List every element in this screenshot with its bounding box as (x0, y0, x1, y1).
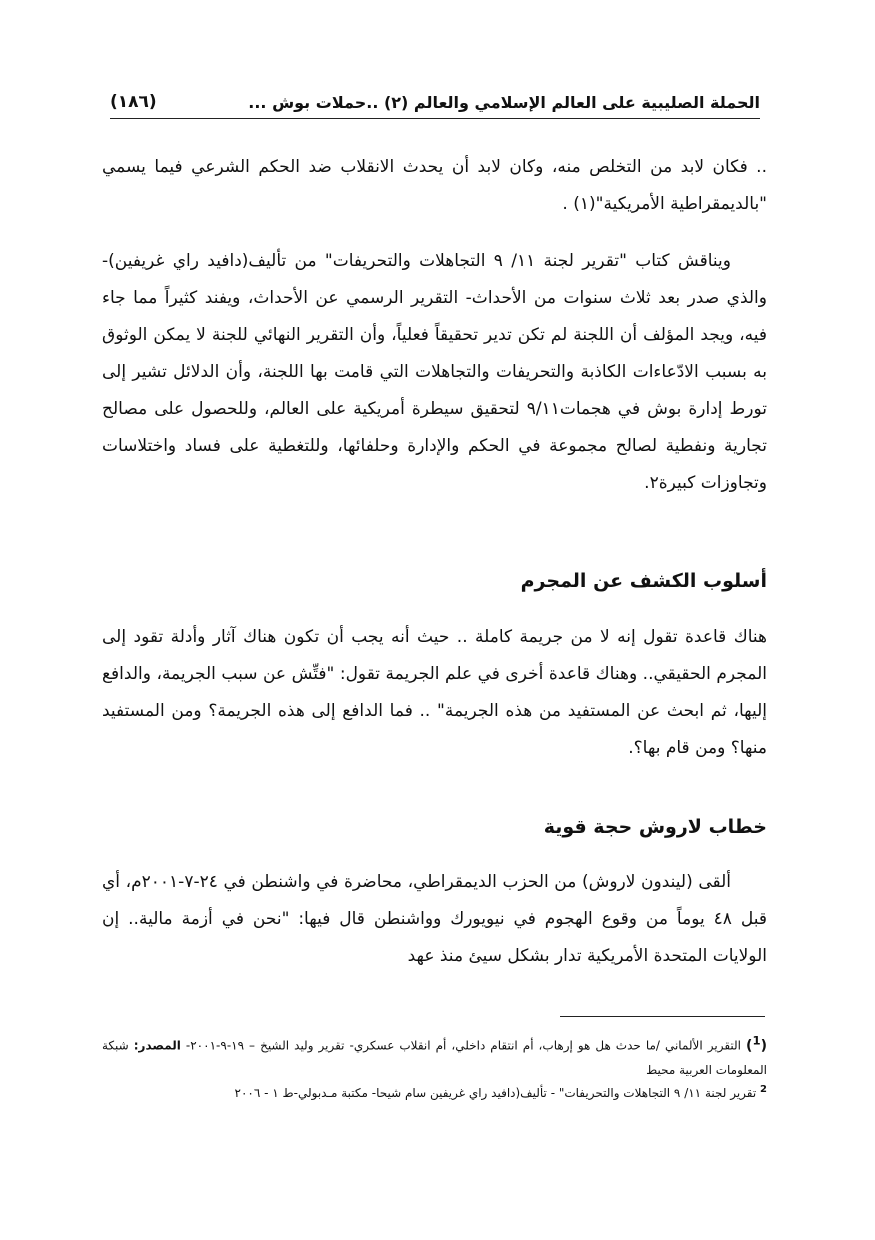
footnote-1-source: شبكة المعلومات العربية محيط (102, 1038, 767, 1077)
footnote-1-source-label: المصدر: (133, 1038, 181, 1053)
footnote-1 (102, 1028, 767, 1082)
paragraph-3: هناك قاعدة تقول إنه لا من جريمة كاملة .. حيث أنه يجب أن تكون هناك آثار وأدلة تقود إلى المجرم الحقيقي.. وهناك قاعدة أخرى في علم الجريمة تقول: "فتِّش عن سبب الجريمة، والدافع إليها، ثم ابحث عن المستفيد من هذه الجريمة" .. فما الدافع إلى هذه الجريمة؟ ومن المستفيد منها؟ ومن قام بها؟. (102, 627, 767, 758)
page-number: (١٨٦) (110, 92, 157, 112)
footnote-2-text: تقرير لجنة ١١/ ٩ التجاهلات والتحريفات" - تأليف(دافيد راي غريفين سام شيحا- مكتبة مـدبولي-ط ١ - ٢٠٠٦ (234, 1086, 757, 1100)
footnote-1-text: التقرير الألماني /ما حدث هل هو إرهاب، أم انتقام داخلي، أم انقلاب عسكري- تقرير وليد الشيخ – ١٩-٩-٢٠٠١- (180, 1038, 742, 1053)
paragraph-4: ألقى (ليندون لاروش) من الحزب الديمقراطي، محاضرة في واشنطن في ٢٤-٧-٢٠٠١م، أي قبل ٤٨ يوماً من وقوع الهجوم في نيويورك وواشنطن قال فيها: "نحن في أزمة مالية.. إن الولايات المتحدة الأمريكية تدار بشكل سيئ منذ عهد (102, 872, 767, 966)
page-header (110, 86, 760, 119)
running-title: الحملة الصليبية على العالم الإسلامي والعالم (٢) ..حملات بوش ... (248, 92, 760, 112)
paragraph-1: .. فكان لابد من التخلص منه، وكان لابد أن يحدث الانقلاب ضد الحكم الشرعي فيما يسمي "بالديمقراطية الأمريكية"(١) . (102, 157, 767, 214)
footnote-separator (560, 1016, 765, 1017)
footnote-2 (102, 1078, 767, 1105)
paragraph-2: ويناقش كتاب "تقرير لجنة ١١/ ٩ التجاهلات والتحريفات" من تأليف(دافيد راي غريفين)- والذي صدر بعد ثلاث سنوات من الأحداث- التقرير الرسمي عن الأحداث، ويفند كثيراً مما جاء فيه، ويجد المؤلف أن اللجنة لم تكن تدير تحقيقاً فعلياً، وأن التقرير النهائي للجنة لا يمكن الوثوق به بسبب الادّعاءات الكاذبة والتحريفات والتجاهلات التي قامت بها اللجنة، وأن الدلائل تشير إلى تورط إدارة بوش في هجمات٩/١١ لتحقيق سيطرة أمريكية على العالم، وللحصول على مصالح تجارية ونفطية لصالح مجموعة في الحكم والإدارة وحلفائها، وللتغطية على فساد واختلاسات وتجاوزات كبيرة٢. (102, 251, 767, 493)
section-heading-detection: أسلوب الكشف عن المجرم (520, 570, 767, 592)
footnote-2-marker: 2 (760, 1084, 767, 1095)
section-heading-larouche: خطاب لاروش حجة قوية (543, 816, 767, 838)
footnote-1-marker: ($^1$) (746, 1033, 767, 1054)
